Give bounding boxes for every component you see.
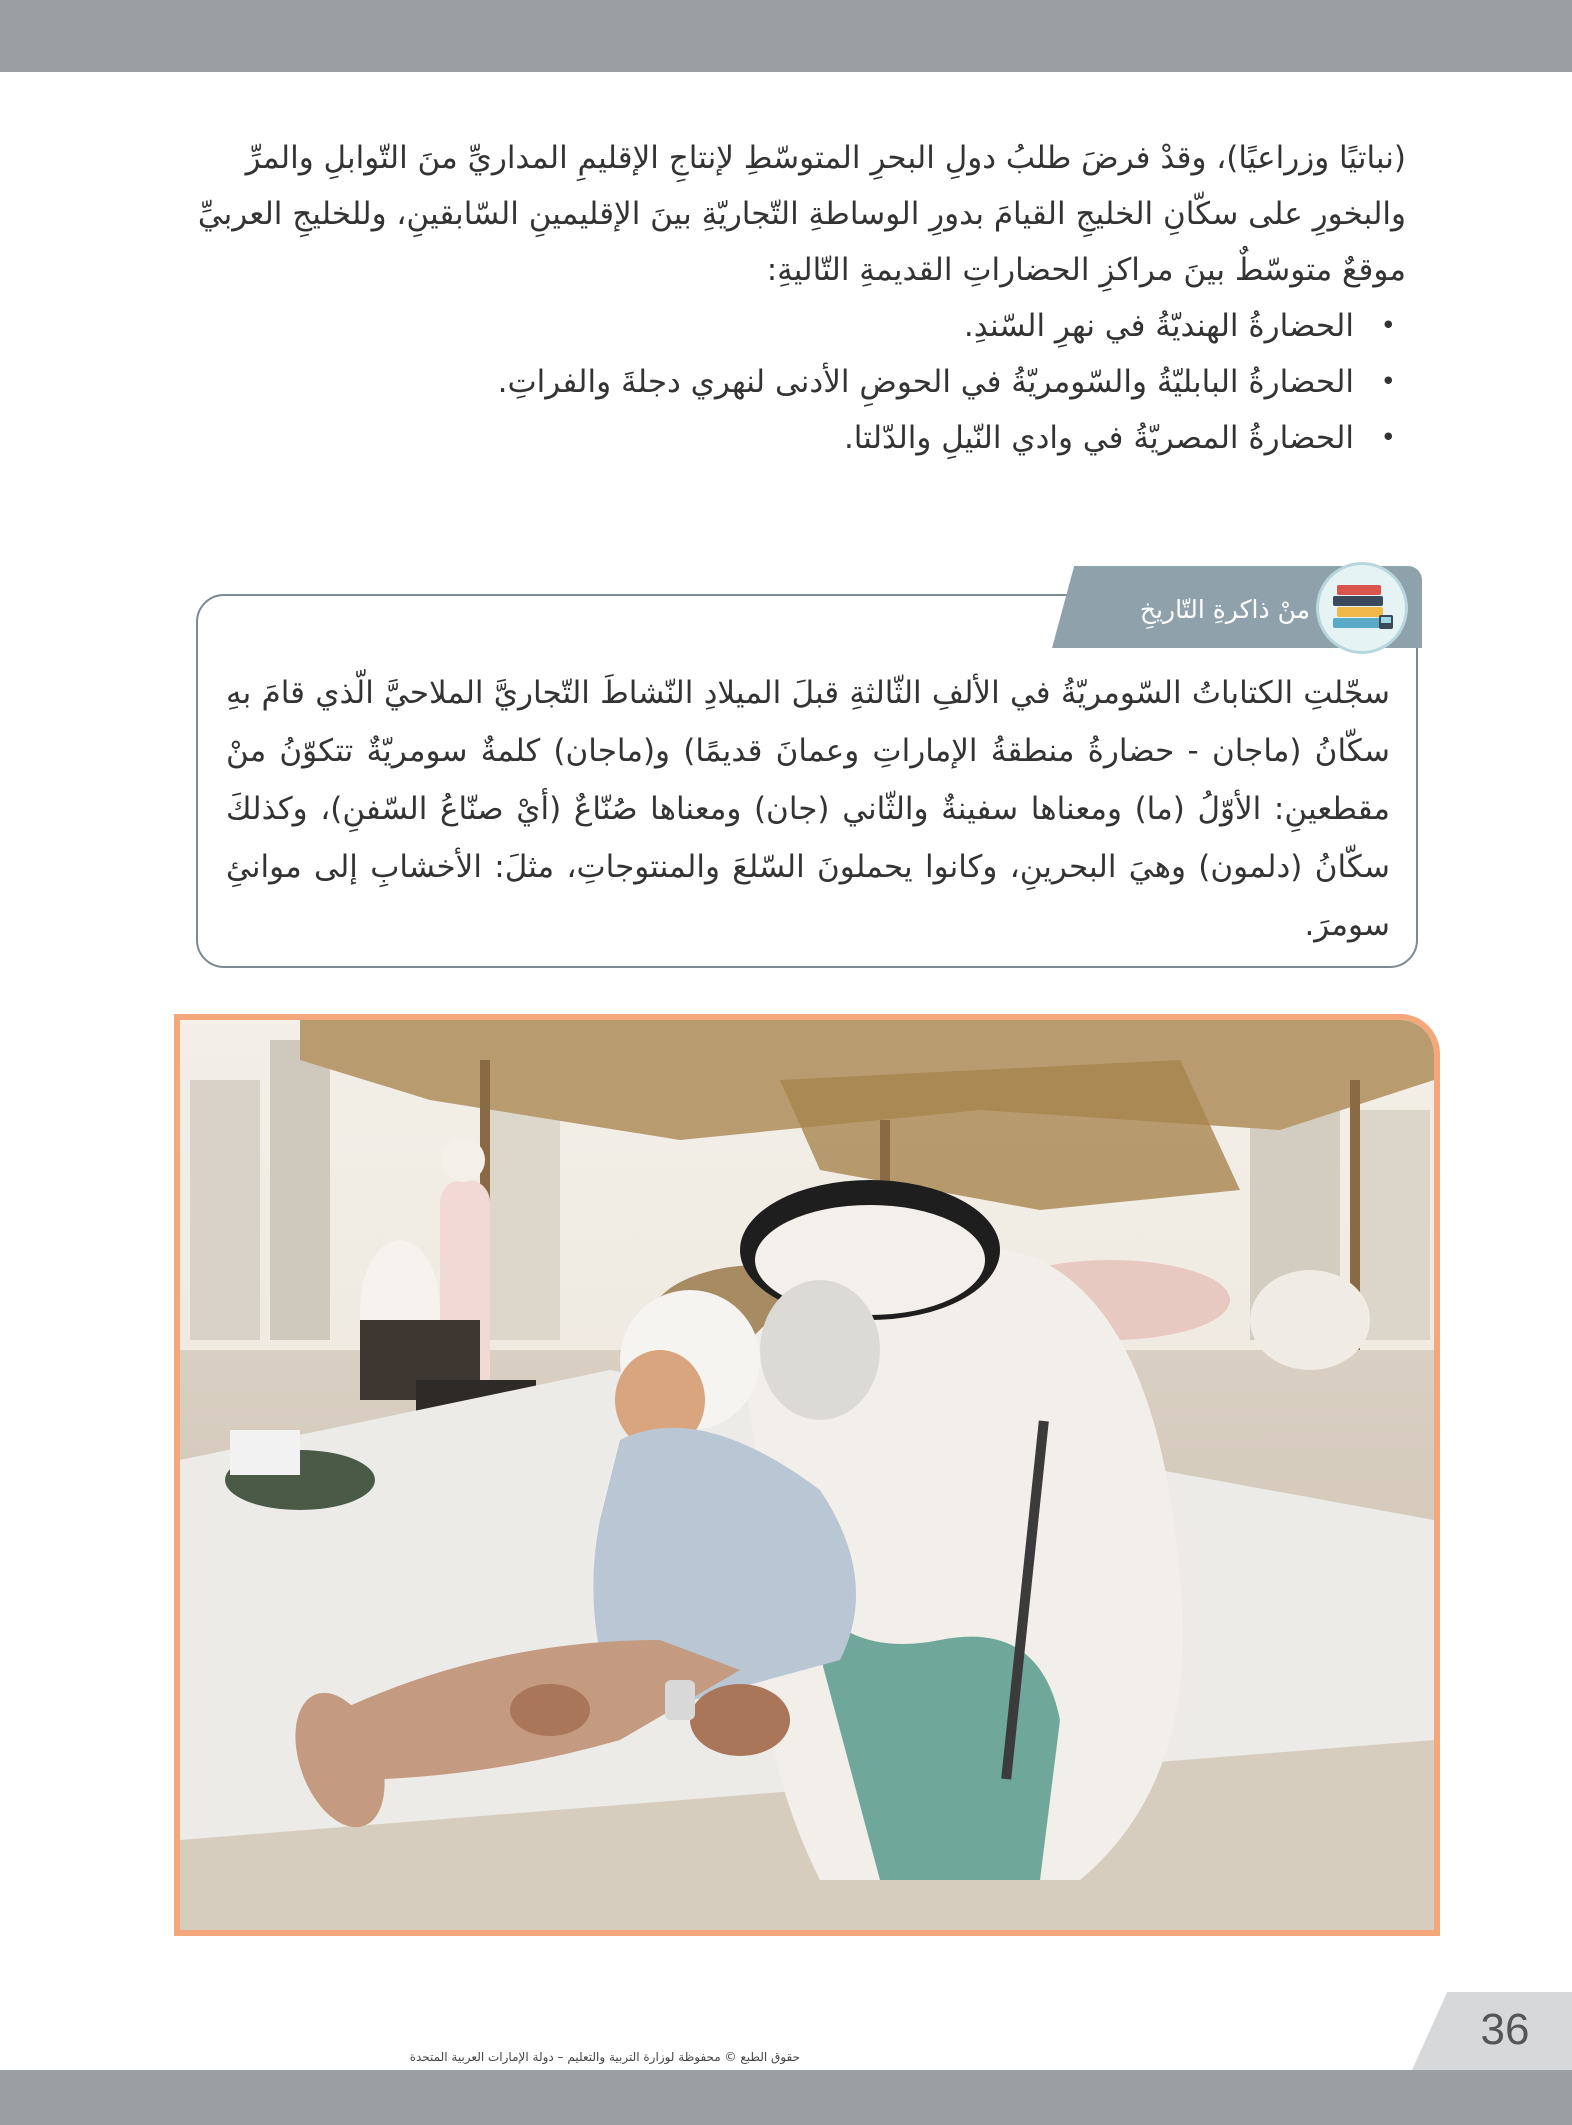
- list-item-text: الحضارةُ الهنديّةُ في نهرِ السّندِ.: [963, 308, 1354, 344]
- list-item: [170, 298, 1406, 354]
- history-memory-title: منْ ذاكرةِ التّاريخِ: [1139, 595, 1310, 624]
- page-number: 36: [1480, 2005, 1530, 2054]
- list-item: [170, 354, 1406, 410]
- top-header-bar: [0, 0, 1572, 72]
- civilizations-list: [170, 298, 1406, 466]
- copyright-notice: حقوق الطبع © محفوظة لوزارة التربية والتعليم – دولة الإمارات العربية المتحدة: [409, 2050, 800, 2064]
- bullet-icon: •: [1380, 367, 1396, 397]
- heritage-photo: [174, 1014, 1440, 1936]
- list-item-text: الحضارةُ المصريّةُ في وادي النّيلِ والدّلتا.: [843, 420, 1354, 456]
- bullet-icon: •: [1380, 311, 1396, 341]
- heritage-photo-illustration: [180, 1020, 1434, 1930]
- list-item-text: الحضارةُ البابليّةُ والسّومريّةُ في الحوضِ الأدنى لنهري دجلةَ والفراتِ.: [497, 364, 1354, 400]
- intro-line-3: موقعٌ متوسّطٌ بينَ مراكزِ الحضاراتِ القديمةِ التّاليةِ:: [766, 252, 1406, 288]
- intro-paragraph: [170, 130, 1406, 466]
- list-item: [170, 410, 1406, 466]
- bottom-footer-bar: [0, 2070, 1572, 2125]
- intro-line-2: والبخورِ على سكّانِ الخليجِ القيامَ بدورِ الوساطةِ التّجاريّةِ بينَ الإقليمينِ السّابقينِ، وللخليجِ العربيِّ: [197, 196, 1406, 232]
- history-memory-text: سجّلتِ الكتاباتُ السّومريّةُ في الألفِ الثّالثةِ قبلَ الميلادِ النّشاطَ التّجاريَّ الملاحيَّ الّذي قامَ بهِ سكّانُ (ماجان - حضارةُ منطقةُ الإماراتِ وعمانَ قديمًا) و(ماجان) كلمةٌ سومريّةٌ تتكوّنُ منْ مقطعينِ: الأوّلُ (ما) ومعناها سفينةٌ والثّاني (جان) ومعناها صُنّاعٌ (أيْ صنّاعُ السّفنِ)، وكذلكَ سكّانُ (دلمون) وهيَ البحرينِ، وكانوا يحملونَ السّلعَ والمنتوجاتِ، مثلَ: الأخشابِ إلى موانئِ سومرَ.: [226, 675, 1390, 943]
- intro-line-1: (نباتيًا وزراعيًا)، وقدْ فرضَ طلبُ دولِ البحرِ المتوسّطِ لإنتاجِ الإقليمِ المداريِّ منَ التّوابلِ والمرِّ: [245, 140, 1406, 176]
- bullet-icon: •: [1380, 423, 1396, 453]
- books-icon: [1316, 562, 1408, 654]
